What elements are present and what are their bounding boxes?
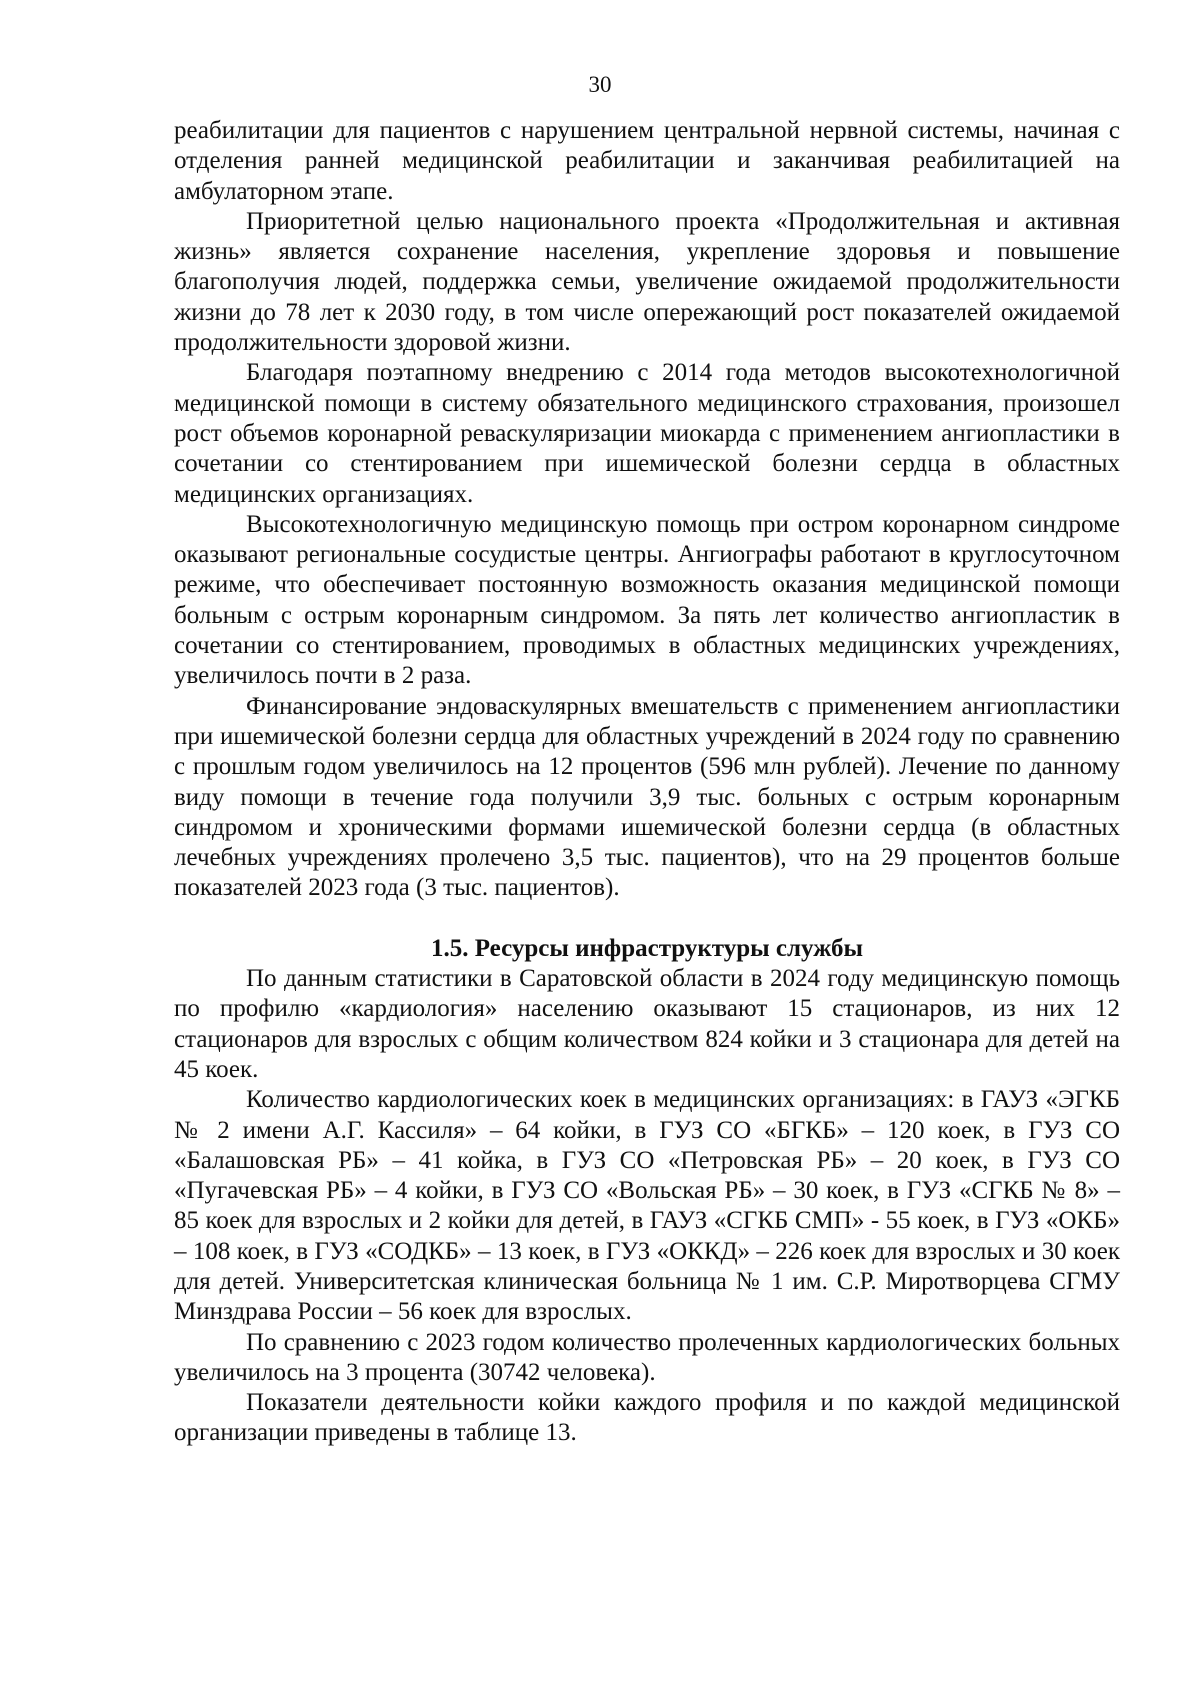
paragraph-comparison: По сравнению с 2023 годом количество пролеченных кардиологических больных увеличилось на 3 процента (30742 человека). [174, 1328, 1120, 1386]
paragraph-statistics: По данным статистики в Саратовской области в 2024 году медицинскую помощь по профилю «кардиология» населению оказывают 15 стационаров, из них 12 стационаров для взрослых с общим количеством 824 койки и 3 стационара для детей на 45 коек. [174, 965, 1120, 1083]
paragraph-financing: Финансирование эндоваскулярных вмешательств с применением ангиопластики при ишемической болезни сердца для областных учреждений в 2024 году по сравнению с прошлым годом увеличилось на 12 процентов (596 млн рублей). Лечение по данному виду помощи в течение года получили 3,9 тыс. больных с острым коронарным синдромом и хроническими формами ишемической болезни сердца (в областных лечебных учреждениях пролечено 3,5 тыс. пациентов), что на 29 процентов больше показателей 2023 года (3 тыс. пациентов). [174, 692, 1120, 902]
paragraph-vascular-centers: Высокотехнологичную медицинскую помощь при остром коронарном синдроме оказывают региональные сосудистые центры. Ангиографы работают в круглосуточном режиме, что обеспечивает постоянную возможность оказания медицинской помощи больным с острым коронарным синдромом. За пять лет количество ангиопластик в сочетании со стентированием, проводимых в областных медицинских учреждениях, увеличилось почти в 2 раза. [174, 510, 1120, 690]
document-body [174, 116, 1120, 1449]
section-heading: 1.5. Ресурсы инфраструктуры службы [430, 934, 864, 962]
paragraph-bed-count: Количество кардиологических коек в медицинских организациях: в ГАУЗ «ЭГКБ № 2 имени А.Г. Кассиля» – 64 койки, в ГУЗ СО «БГКБ» – 120 коек, в ГУЗ СО «Балашовская РБ» – 41 койка, в ГУЗ СО «Петровская РБ» – 20 коек, в ГУЗ СО «Пугачевская РБ» – 4 койки, в ГУЗ СО «Вольская РБ» – 30 коек, в ГУЗ «СГКБ № 8» – 85 коек для взрослых и 2 койки для детей, в ГАУЗ «СГКБ СМП» - 55 коек, в ГУЗ «ОКБ» – 108 коек, в ГУЗ «СОДКБ» – 13 коек, в ГУЗ «ОККД» – 226 коек для взрослых и 30 коек для детей. Университетская клиническая больница № 1 им. С.Р. Миротворцева СГМУ Минздрава России – 56 коек для взрослых. [174, 1086, 1120, 1326]
paragraph-high-tech-care: Благодаря поэтапному внедрению с 2014 года методов высокотехнологичной медицинской помощи в систему обязательного медицинского страхования, произошел рост объемов коронарной реваскуляризации миокарда с применением ангиопластики в сочетании со стентированием при ишемической болезни сердца в областных медицинских организациях. [174, 359, 1120, 508]
paragraph-continuation: реабилитации для пациентов с нарушением центральной нервной системы, начиная с отделения ранней медицинской реабилитации и заканчивая реабилитацией на амбулаторном этапе. [174, 117, 1120, 205]
paragraph-national-project: Приоритетной целью национального проекта «Продолжительная и активная жизнь» является сохранение населения, укрепление здоровья и повышение благополучия людей, поддержка семьи, увеличение ожидаемой продолжительности жизни до 78 лет к 2030 году, в том числе опережающий рост показателей ожидаемой продолжительности здоровой жизни. [174, 207, 1120, 357]
paragraph-table-reference: Показатели деятельности койки каждого профиля и по каждой медицинской организации приведены в таблице 13. [174, 1389, 1120, 1447]
page-number: 30 [588, 72, 612, 97]
